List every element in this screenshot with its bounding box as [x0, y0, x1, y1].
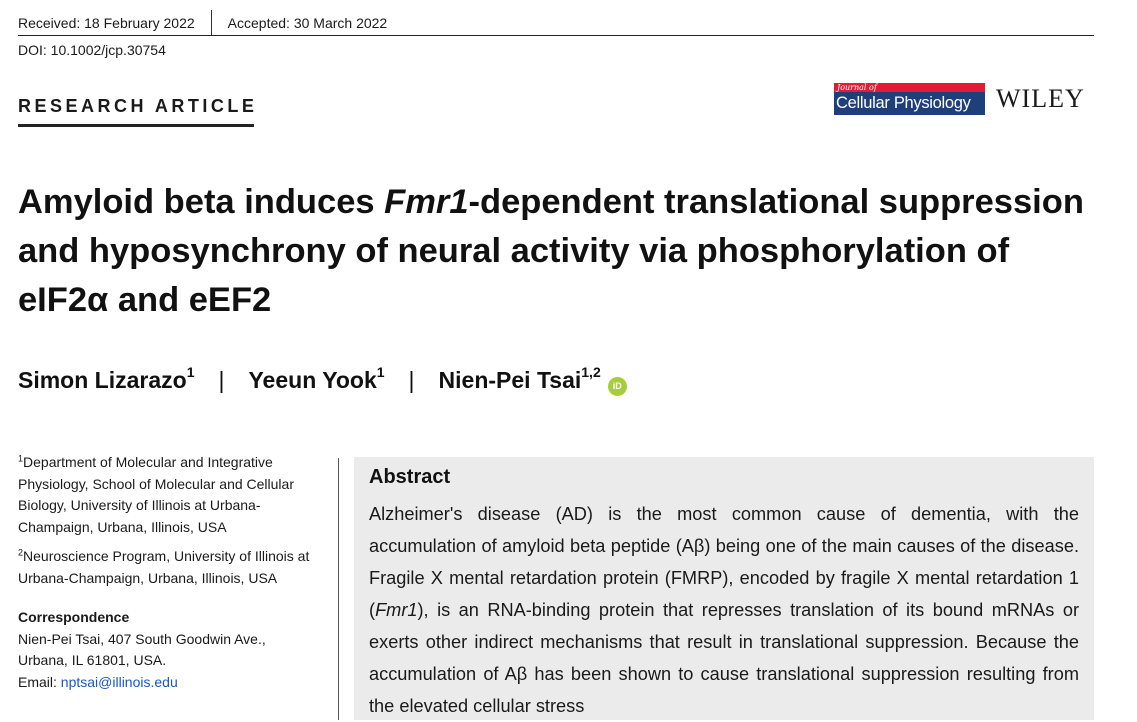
spacer — [18, 538, 328, 546]
correspondence-heading: Correspondence — [18, 609, 130, 625]
author-2-name: Yeeun Yook — [248, 367, 377, 393]
article-dates — [18, 10, 387, 36]
author-3-affiliation: 1,2 — [581, 364, 601, 381]
author-separator: | — [408, 367, 415, 393]
abstract-gene-italic: Fmr1 — [375, 600, 418, 620]
affiliation-2-number: 2 — [18, 547, 24, 558]
author-2-affiliation: 1 — [376, 364, 385, 381]
title-part-2: -dependent translational suppression and hyposynchrony of neural activity via phosphorylation of eIF2α and eEF2 — [18, 183, 1084, 319]
affiliation-1-number: 1 — [18, 453, 24, 464]
received-date: Received: 18 February 2022 — [18, 15, 195, 31]
email-label: Email: — [18, 673, 61, 690]
journal-logo[interactable] — [834, 83, 985, 115]
author-1-affiliation: 1 — [186, 364, 195, 381]
title-gene-italic: Fmr1 — [384, 183, 469, 221]
article-type: RESEARCH ARTICLE — [18, 96, 258, 116]
author-list — [18, 364, 627, 395]
affiliation-2-text: Neuroscience Program, University of Illinois at Urbana-Champaign, Urbana, Illinois, USA — [18, 548, 310, 586]
affiliations-column — [18, 452, 328, 693]
abstract-heading: Abstract — [369, 466, 451, 488]
article-type-underline — [18, 124, 254, 127]
doi[interactable]: DOI: 10.1002/jcp.30754 — [18, 42, 166, 58]
author-name[interactable] — [18, 364, 195, 394]
journal-logo-small-text: Journal of — [837, 83, 877, 92]
header-rule — [18, 35, 1094, 36]
abstract-text-part-2: ), is an RNA-binding protein that represses translation of its bound mRNAs or exerts other indirect mechanisms that result in translational suppression. Because the accumulation of Aβ has been shown to cause translational suppression resulting from the elevated cellular stress — [369, 600, 1079, 716]
author-name[interactable] — [438, 364, 601, 394]
spacer — [18, 589, 328, 607]
title-part-1: Amyloid beta induces — [18, 183, 385, 221]
orcid-icon[interactable]: iD — [608, 377, 627, 396]
email-link[interactable]: nptsai@illinois.edu — [60, 673, 178, 690]
column-divider — [338, 458, 339, 720]
article-title — [18, 178, 1108, 325]
correspondence-email — [18, 672, 328, 694]
abstract-text-part-1: Alzheimer's disease (AD) is the most common cause of dementia, with the accumulation of amyloid beta peptide (Aβ) being one of the main causes of the disease. Fragile X mental retardation protein (FMRP), encoded by fragile X mental retardation 1 ( — [369, 504, 1079, 620]
publisher-logo[interactable]: WILEY — [996, 84, 1085, 113]
date-separator — [211, 10, 212, 36]
author-3-name: Nien-Pei Tsai — [438, 367, 582, 393]
author-name[interactable] — [248, 364, 385, 394]
abstract-text — [369, 498, 1079, 722]
affiliation-1-text: Department of Molecular and Integrative Physiology, School of Molecular and Cellular Biology, University of Illinois at Urbana-Champaign, Urbana, Illinois, USA — [18, 454, 294, 535]
author-separator: | — [218, 367, 225, 393]
correspondence-address-line-1: Nien-Pei Tsai, 407 South Goodwin Ave., — [18, 630, 266, 647]
journal-logo-name: Cellular Physiology — [836, 94, 971, 112]
correspondence-address-line-2: Urbana, IL 61801, USA. — [18, 652, 167, 668]
affiliation-1 — [18, 452, 328, 538]
author-1-name: Simon Lizarazo — [18, 367, 187, 393]
affiliation-2 — [18, 546, 328, 589]
accepted-date: Accepted: 30 March 2022 — [227, 15, 388, 31]
